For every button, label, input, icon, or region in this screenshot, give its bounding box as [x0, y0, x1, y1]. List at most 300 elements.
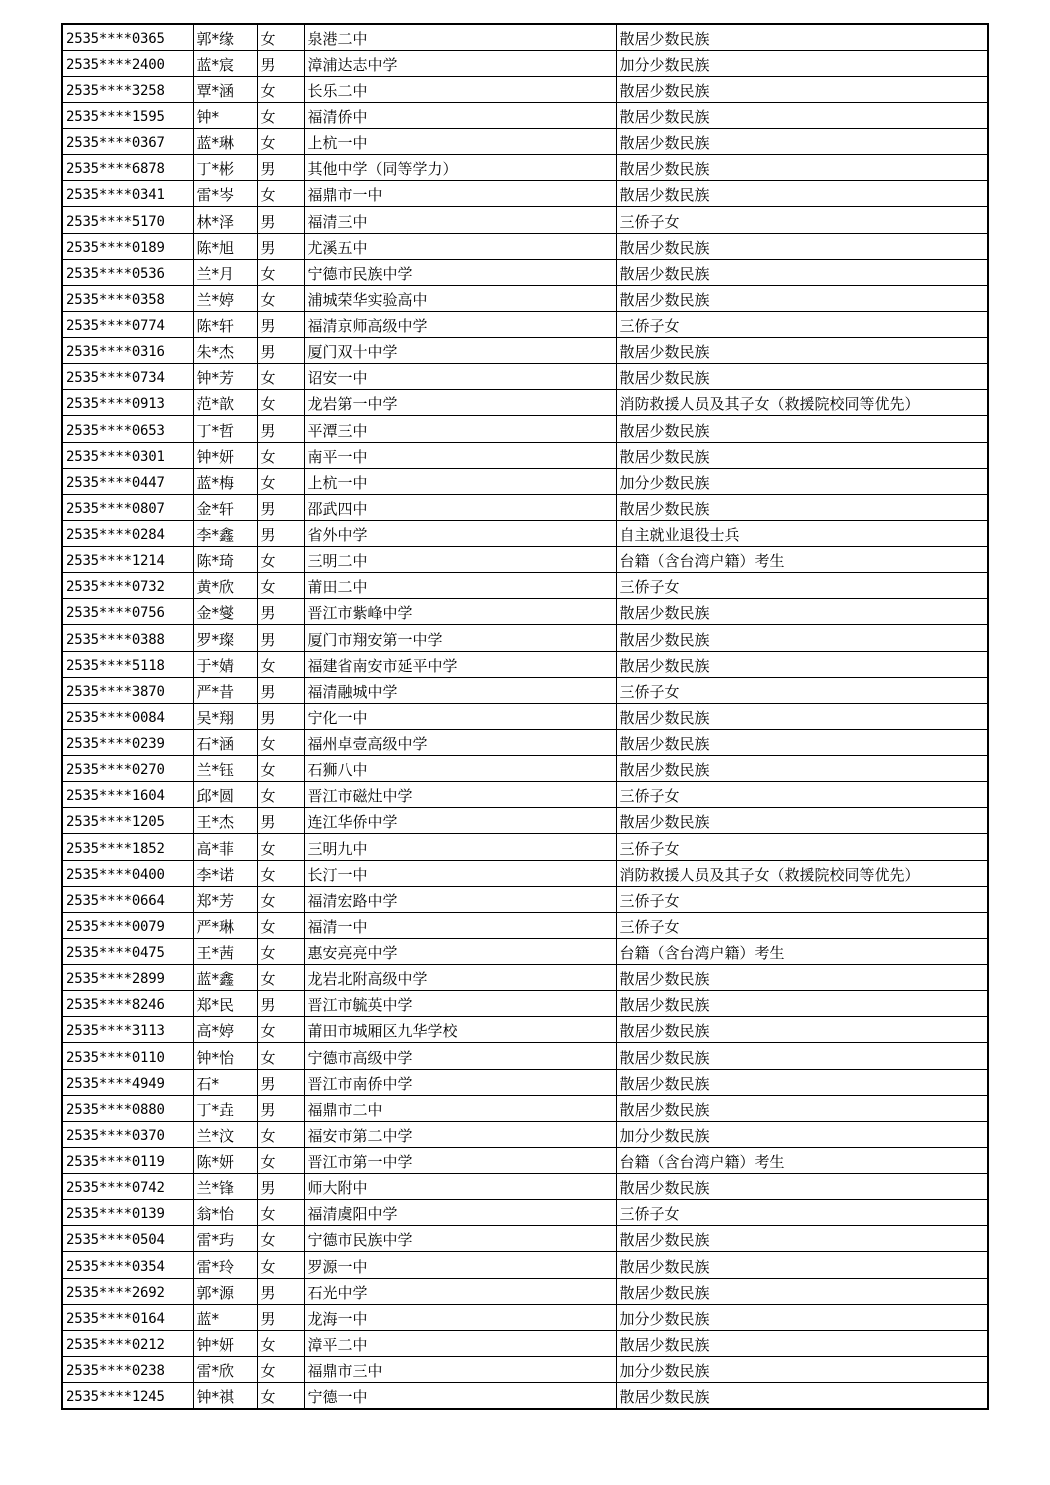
student-name-cell: 丁*哲	[193, 416, 257, 442]
student-name-cell: 李*诺	[193, 860, 257, 886]
table-row	[62, 965, 988, 991]
category-cell: 加分少数民族	[616, 1121, 988, 1147]
category-cell: 散居少数民族	[616, 494, 988, 520]
exam-id-cell: 2535****5118	[62, 651, 193, 677]
school-cell: 省外中学	[304, 520, 616, 546]
category-cell: 散居少数民族	[616, 808, 988, 834]
table-row	[62, 886, 988, 912]
gender-cell: 女	[257, 390, 304, 416]
table-row	[62, 1252, 988, 1278]
school-cell: 浦城荣华实验高中	[304, 285, 616, 311]
category-cell: 三侨子女	[616, 1200, 988, 1226]
student-name-cell: 石*	[193, 1069, 257, 1095]
gender-cell: 女	[257, 651, 304, 677]
student-name-cell: 吴*翔	[193, 703, 257, 729]
exam-id-cell: 2535****0139	[62, 1200, 193, 1226]
school-cell: 莆田市城厢区九华学校	[304, 1017, 616, 1043]
exam-id-cell: 2535****0341	[62, 181, 193, 207]
student-name-cell: 林*泽	[193, 207, 257, 233]
school-cell: 福建省南安市延平中学	[304, 651, 616, 677]
category-cell: 加分少数民族	[616, 468, 988, 494]
student-name-cell: 丁*垚	[193, 1095, 257, 1121]
table-row	[62, 756, 988, 782]
exam-id-cell: 2535****3258	[62, 76, 193, 102]
exam-id-cell: 2535****1852	[62, 834, 193, 860]
school-cell: 师大附中	[304, 1174, 616, 1200]
student-name-cell: 丁*彬	[193, 155, 257, 181]
table-row	[62, 1017, 988, 1043]
exam-id-cell: 2535****0807	[62, 494, 193, 520]
school-cell: 莆田二中	[304, 573, 616, 599]
exam-id-cell: 2535****2692	[62, 1278, 193, 1304]
exam-id-cell: 2535****0238	[62, 1356, 193, 1382]
school-cell: 上杭一中	[304, 129, 616, 155]
student-name-cell: 雷*玙	[193, 1226, 257, 1252]
gender-cell: 男	[257, 625, 304, 651]
table-row	[62, 129, 988, 155]
category-cell: 散居少数民族	[616, 1017, 988, 1043]
category-cell: 加分少数民族	[616, 50, 988, 76]
exam-id-cell: 2535****0475	[62, 938, 193, 964]
table-row	[62, 207, 988, 233]
student-name-cell: 石*涵	[193, 729, 257, 755]
category-cell: 加分少数民族	[616, 1304, 988, 1330]
exam-id-cell: 2535****0447	[62, 468, 193, 494]
exam-id-cell: 2535****0365	[62, 24, 193, 50]
student-name-cell: 雷*欣	[193, 1356, 257, 1382]
category-cell: 散居少数民族	[616, 285, 988, 311]
exam-id-cell: 2535****0536	[62, 259, 193, 285]
exam-id-cell: 2535****6878	[62, 155, 193, 181]
student-name-cell: 钟*妍	[193, 1330, 257, 1356]
exam-id-cell: 2535****0212	[62, 1330, 193, 1356]
student-name-cell: 金*轩	[193, 494, 257, 520]
school-cell: 宁化一中	[304, 703, 616, 729]
exam-id-cell: 2535****0913	[62, 390, 193, 416]
exam-id-cell: 2535****0742	[62, 1174, 193, 1200]
category-cell: 散居少数民族	[616, 1043, 988, 1069]
school-cell: 惠安亮亮中学	[304, 938, 616, 964]
category-cell: 散居少数民族	[616, 416, 988, 442]
school-cell: 厦门市翔安第一中学	[304, 625, 616, 651]
exam-id-cell: 2535****4949	[62, 1069, 193, 1095]
school-cell: 连江华侨中学	[304, 808, 616, 834]
student-name-cell: 兰*婷	[193, 285, 257, 311]
exam-id-cell: 2535****0774	[62, 311, 193, 337]
exam-id-cell: 2535****0664	[62, 886, 193, 912]
exam-id-cell: 2535****0504	[62, 1226, 193, 1252]
gender-cell: 男	[257, 703, 304, 729]
gender-cell: 女	[257, 259, 304, 285]
school-cell: 龙岩第一中学	[304, 390, 616, 416]
school-cell: 宁德市民族中学	[304, 1226, 616, 1252]
school-cell: 晋江市紫峰中学	[304, 599, 616, 625]
student-name-cell: 雷*岑	[193, 181, 257, 207]
category-cell: 散居少数民族	[616, 1278, 988, 1304]
category-cell: 散居少数民族	[616, 991, 988, 1017]
table-row	[62, 1147, 988, 1173]
category-cell: 三侨子女	[616, 677, 988, 703]
category-cell: 散居少数民族	[616, 965, 988, 991]
table-row	[62, 416, 988, 442]
category-cell: 散居少数民族	[616, 1383, 988, 1409]
school-cell: 邵武四中	[304, 494, 616, 520]
category-cell: 三侨子女	[616, 311, 988, 337]
school-cell: 福鼎市二中	[304, 1095, 616, 1121]
school-cell: 福鼎市一中	[304, 181, 616, 207]
school-cell: 泉港二中	[304, 24, 616, 50]
school-cell: 晋江市磁灶中学	[304, 782, 616, 808]
gender-cell: 女	[257, 1043, 304, 1069]
category-cell: 散居少数民族	[616, 729, 988, 755]
student-name-cell: 王*杰	[193, 808, 257, 834]
category-cell: 散居少数民族	[616, 181, 988, 207]
table-row	[62, 651, 988, 677]
gender-cell: 女	[257, 1252, 304, 1278]
category-cell: 加分少数民族	[616, 1356, 988, 1382]
table-row	[62, 311, 988, 337]
exam-id-cell: 2535****0756	[62, 599, 193, 625]
gender-cell: 女	[257, 756, 304, 782]
category-cell: 散居少数民族	[616, 233, 988, 259]
category-cell: 三侨子女	[616, 912, 988, 938]
category-cell: 散居少数民族	[616, 364, 988, 390]
gender-cell: 女	[257, 547, 304, 573]
table-row	[62, 1304, 988, 1330]
exam-id-cell: 2535****1245	[62, 1383, 193, 1409]
table-row	[62, 1121, 988, 1147]
table-row	[62, 912, 988, 938]
exam-id-cell: 2535****0110	[62, 1043, 193, 1069]
exam-id-cell: 2535****0367	[62, 129, 193, 155]
school-cell: 福鼎市三中	[304, 1356, 616, 1382]
exam-id-cell: 2535****0079	[62, 912, 193, 938]
table-row	[62, 1356, 988, 1382]
exam-id-cell: 2535****1604	[62, 782, 193, 808]
gender-cell: 男	[257, 991, 304, 1017]
student-name-cell: 兰*月	[193, 259, 257, 285]
table-row	[62, 285, 988, 311]
gender-cell: 女	[257, 729, 304, 755]
table-row	[62, 703, 988, 729]
exam-id-cell: 2535****0084	[62, 703, 193, 729]
school-cell: 上杭一中	[304, 468, 616, 494]
exam-id-cell: 2535****1214	[62, 547, 193, 573]
school-cell: 福清京师高级中学	[304, 311, 616, 337]
school-cell: 福清融城中学	[304, 677, 616, 703]
gender-cell: 女	[257, 1330, 304, 1356]
table-row	[62, 834, 988, 860]
gender-cell: 女	[257, 364, 304, 390]
category-cell: 散居少数民族	[616, 24, 988, 50]
school-cell: 福清三中	[304, 207, 616, 233]
gender-cell: 女	[257, 1226, 304, 1252]
school-cell: 石狮八中	[304, 756, 616, 782]
table-row	[62, 233, 988, 259]
student-table	[61, 23, 989, 1410]
table-row	[62, 364, 988, 390]
category-cell: 三侨子女	[616, 573, 988, 599]
gender-cell: 女	[257, 1200, 304, 1226]
table-row	[62, 1095, 988, 1121]
category-cell: 散居少数民族	[616, 338, 988, 364]
gender-cell: 男	[257, 677, 304, 703]
school-cell: 福安市第二中学	[304, 1121, 616, 1147]
category-cell: 散居少数民族	[616, 155, 988, 181]
category-cell: 散居少数民族	[616, 651, 988, 677]
gender-cell: 女	[257, 442, 304, 468]
table-row	[62, 24, 988, 50]
exam-id-cell: 2535****5170	[62, 207, 193, 233]
category-cell: 散居少数民族	[616, 102, 988, 128]
school-cell: 晋江市毓英中学	[304, 991, 616, 1017]
table-row	[62, 547, 988, 573]
table-row	[62, 155, 988, 181]
student-name-cell: 陈*琦	[193, 547, 257, 573]
school-cell: 福清侨中	[304, 102, 616, 128]
school-cell: 晋江市南侨中学	[304, 1069, 616, 1095]
table-row	[62, 938, 988, 964]
student-name-cell: 严*昔	[193, 677, 257, 703]
category-cell: 散居少数民族	[616, 756, 988, 782]
exam-id-cell: 2535****3113	[62, 1017, 193, 1043]
school-cell: 长汀一中	[304, 860, 616, 886]
gender-cell: 女	[257, 468, 304, 494]
table-row	[62, 338, 988, 364]
category-cell: 散居少数民族	[616, 129, 988, 155]
student-name-cell: 严*琳	[193, 912, 257, 938]
school-cell: 漳平二中	[304, 1330, 616, 1356]
student-name-cell: 郭*缘	[193, 24, 257, 50]
table-row	[62, 1200, 988, 1226]
school-cell: 诏安一中	[304, 364, 616, 390]
gender-cell: 女	[257, 102, 304, 128]
school-cell: 福清宏路中学	[304, 886, 616, 912]
student-name-cell: 蓝*鑫	[193, 965, 257, 991]
table-row	[62, 729, 988, 755]
category-cell: 散居少数民族	[616, 703, 988, 729]
gender-cell: 男	[257, 1069, 304, 1095]
table-row	[62, 782, 988, 808]
gender-cell: 男	[257, 520, 304, 546]
student-name-cell: 范*歆	[193, 390, 257, 416]
student-name-cell: 兰*锋	[193, 1174, 257, 1200]
gender-cell: 女	[257, 860, 304, 886]
table-row	[62, 860, 988, 886]
table-row	[62, 520, 988, 546]
student-name-cell: 李*鑫	[193, 520, 257, 546]
school-cell: 龙岩北附高级中学	[304, 965, 616, 991]
exam-id-cell: 2535****0119	[62, 1147, 193, 1173]
category-cell: 散居少数民族	[616, 76, 988, 102]
school-cell: 福州卓壹高级中学	[304, 729, 616, 755]
table-row	[62, 991, 988, 1017]
school-cell: 漳浦达志中学	[304, 50, 616, 76]
gender-cell: 女	[257, 834, 304, 860]
table-row	[62, 1043, 988, 1069]
table-row	[62, 468, 988, 494]
exam-id-cell: 2535****0189	[62, 233, 193, 259]
student-name-cell: 蓝*	[193, 1304, 257, 1330]
school-cell: 宁德市民族中学	[304, 259, 616, 285]
student-name-cell: 钟*芳	[193, 364, 257, 390]
school-cell: 三明九中	[304, 834, 616, 860]
student-name-cell: 罗*璨	[193, 625, 257, 651]
student-name-cell: 钟*怡	[193, 1043, 257, 1069]
gender-cell: 女	[257, 886, 304, 912]
gender-cell: 女	[257, 782, 304, 808]
student-name-cell: 陈*妍	[193, 1147, 257, 1173]
student-name-cell: 蓝*梅	[193, 468, 257, 494]
table-body	[62, 24, 988, 1409]
category-cell: 散居少数民族	[616, 1226, 988, 1252]
student-name-cell: 黄*欣	[193, 573, 257, 599]
school-cell: 其他中学（同等学力）	[304, 155, 616, 181]
school-cell: 宁德市高级中学	[304, 1043, 616, 1069]
student-name-cell: 金*燮	[193, 599, 257, 625]
gender-cell: 男	[257, 599, 304, 625]
table-row	[62, 1330, 988, 1356]
gender-cell: 女	[257, 1147, 304, 1173]
exam-id-cell: 2535****0239	[62, 729, 193, 755]
gender-cell: 男	[257, 1278, 304, 1304]
student-name-cell: 朱*杰	[193, 338, 257, 364]
table-row	[62, 102, 988, 128]
exam-id-cell: 2535****0388	[62, 625, 193, 651]
exam-id-cell: 2535****0284	[62, 520, 193, 546]
gender-cell: 女	[257, 1383, 304, 1409]
category-cell: 台籍（含台湾户籍）考生	[616, 547, 988, 573]
student-name-cell: 王*茜	[193, 938, 257, 964]
school-cell: 石光中学	[304, 1278, 616, 1304]
student-name-cell: 郑*芳	[193, 886, 257, 912]
student-name-cell: 于*婧	[193, 651, 257, 677]
gender-cell: 女	[257, 573, 304, 599]
gender-cell: 男	[257, 207, 304, 233]
gender-cell: 男	[257, 311, 304, 337]
gender-cell: 女	[257, 1356, 304, 1382]
school-cell: 三明二中	[304, 547, 616, 573]
category-cell: 三侨子女	[616, 886, 988, 912]
gender-cell: 男	[257, 494, 304, 520]
school-cell: 厦门双十中学	[304, 338, 616, 364]
student-name-cell: 覃*涵	[193, 76, 257, 102]
school-cell: 平潭三中	[304, 416, 616, 442]
table-row	[62, 625, 988, 651]
gender-cell: 女	[257, 129, 304, 155]
exam-id-cell: 2535****2899	[62, 965, 193, 991]
school-cell: 龙海一中	[304, 1304, 616, 1330]
student-name-cell: 钟*祺	[193, 1383, 257, 1409]
exam-id-cell: 2535****0164	[62, 1304, 193, 1330]
category-cell: 散居少数民族	[616, 599, 988, 625]
exam-id-cell: 2535****1595	[62, 102, 193, 128]
gender-cell: 男	[257, 1174, 304, 1200]
category-cell: 台籍（含台湾户籍）考生	[616, 938, 988, 964]
category-cell: 三侨子女	[616, 834, 988, 860]
student-name-cell: 翁*怡	[193, 1200, 257, 1226]
student-name-cell: 陈*旭	[193, 233, 257, 259]
table-row	[62, 259, 988, 285]
student-name-cell: 钟*	[193, 102, 257, 128]
student-name-cell: 陈*轩	[193, 311, 257, 337]
category-cell: 台籍（含台湾户籍）考生	[616, 1147, 988, 1173]
school-cell: 晋江市第一中学	[304, 1147, 616, 1173]
exam-id-cell: 2535****0880	[62, 1095, 193, 1121]
gender-cell: 男	[257, 338, 304, 364]
student-name-cell: 郑*民	[193, 991, 257, 1017]
student-name-cell: 郭*源	[193, 1278, 257, 1304]
table-row	[62, 1383, 988, 1409]
category-cell: 散居少数民族	[616, 625, 988, 651]
gender-cell: 女	[257, 285, 304, 311]
gender-cell: 男	[257, 416, 304, 442]
student-name-cell: 兰*汶	[193, 1121, 257, 1147]
student-name-cell: 雷*玲	[193, 1252, 257, 1278]
table-row	[62, 1069, 988, 1095]
table-row	[62, 1278, 988, 1304]
gender-cell: 女	[257, 1017, 304, 1043]
table-row	[62, 50, 988, 76]
exam-id-cell: 2535****0653	[62, 416, 193, 442]
gender-cell: 女	[257, 938, 304, 964]
gender-cell: 女	[257, 24, 304, 50]
gender-cell: 男	[257, 233, 304, 259]
table-row	[62, 390, 988, 416]
student-name-cell: 高*菲	[193, 834, 257, 860]
table-row	[62, 494, 988, 520]
exam-id-cell: 2535****0354	[62, 1252, 193, 1278]
exam-id-cell: 2535****0734	[62, 364, 193, 390]
gender-cell: 男	[257, 808, 304, 834]
category-cell: 散居少数民族	[616, 1069, 988, 1095]
exam-id-cell: 2535****0301	[62, 442, 193, 468]
school-cell: 长乐二中	[304, 76, 616, 102]
exam-id-cell: 2535****8246	[62, 991, 193, 1017]
exam-id-cell: 2535****1205	[62, 808, 193, 834]
gender-cell: 男	[257, 1095, 304, 1121]
gender-cell: 女	[257, 76, 304, 102]
gender-cell: 男	[257, 50, 304, 76]
school-cell: 罗源一中	[304, 1252, 616, 1278]
table-row	[62, 573, 988, 599]
student-name-cell: 蓝*琳	[193, 129, 257, 155]
exam-id-cell: 2535****2400	[62, 50, 193, 76]
student-name-cell: 邱*圆	[193, 782, 257, 808]
category-cell: 三侨子女	[616, 207, 988, 233]
category-cell: 散居少数民族	[616, 1095, 988, 1121]
category-cell: 散居少数民族	[616, 259, 988, 285]
table-row	[62, 808, 988, 834]
exam-id-cell: 2535****0370	[62, 1121, 193, 1147]
exam-id-cell: 2535****0400	[62, 860, 193, 886]
exam-id-cell: 2535****3870	[62, 677, 193, 703]
category-cell: 消防救援人员及其子女（救援院校同等优先）	[616, 390, 988, 416]
school-cell: 南平一中	[304, 442, 616, 468]
gender-cell: 女	[257, 1121, 304, 1147]
gender-cell: 女	[257, 965, 304, 991]
school-cell: 福清一中	[304, 912, 616, 938]
category-cell: 自主就业退役士兵	[616, 520, 988, 546]
category-cell: 散居少数民族	[616, 1174, 988, 1200]
table-row	[62, 1174, 988, 1200]
table-row	[62, 181, 988, 207]
table-row	[62, 442, 988, 468]
exam-id-cell: 2535****0270	[62, 756, 193, 782]
gender-cell: 女	[257, 912, 304, 938]
table-row	[62, 76, 988, 102]
category-cell: 散居少数民族	[616, 442, 988, 468]
